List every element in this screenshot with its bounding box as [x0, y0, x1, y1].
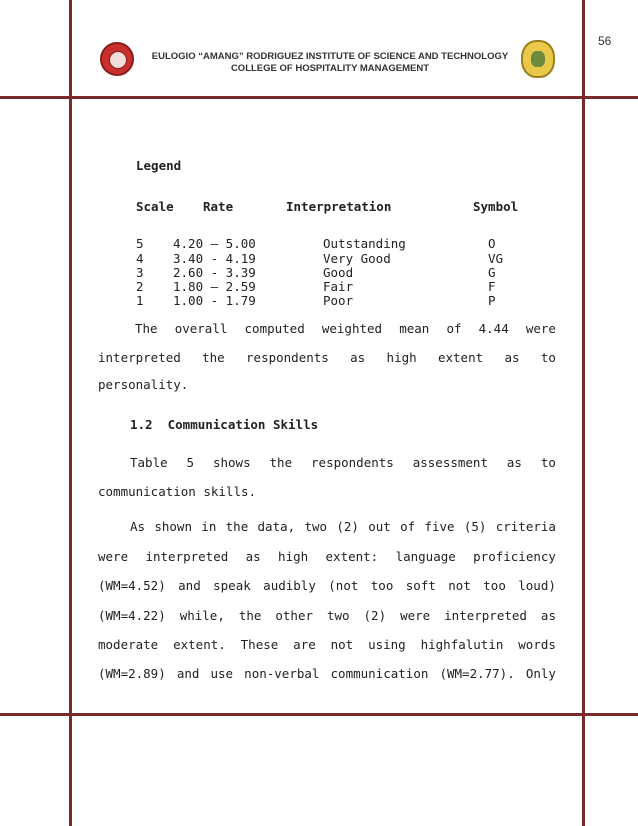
legend-symbol: O — [488, 236, 496, 251]
legend-interpretation: Fair — [323, 279, 354, 294]
word: (2) — [336, 519, 359, 534]
page-number: 56 — [598, 34, 612, 48]
legend-rate: 2.60 - 3.39 — [173, 265, 256, 280]
word: two — [304, 519, 328, 534]
word: Table — [130, 455, 168, 470]
word: extent: — [325, 549, 379, 564]
word: respondents — [246, 350, 329, 365]
word: were — [525, 321, 556, 336]
word: data, — [257, 519, 296, 534]
word: The — [135, 321, 158, 336]
paragraph-line — [98, 350, 556, 365]
paragraph-line — [130, 455, 556, 470]
word: words — [518, 637, 556, 652]
word: speak — [213, 578, 251, 593]
word: (2) — [363, 608, 387, 623]
word: of — [446, 321, 462, 336]
section-heading: 1.2 Communication Skills — [130, 417, 319, 432]
legend-scale: 1 — [136, 293, 144, 308]
word: extent. — [173, 637, 226, 652]
paragraph-line — [98, 608, 556, 623]
legend-interpretation: Outstanding — [323, 236, 406, 251]
legend-interpretation: Poor — [323, 293, 354, 308]
word: extent — [437, 350, 484, 365]
word: two — [326, 608, 350, 623]
word: while, — [179, 608, 225, 623]
top-horizontal-rule — [0, 96, 638, 99]
college-name: COLLEGE OF HOSPITALITY MANAGEMENT — [230, 63, 430, 74]
word: (WM=4.22) — [98, 608, 166, 623]
paragraph-line: personality. — [98, 377, 189, 392]
paragraph-line — [135, 321, 556, 336]
legend-symbol: P — [488, 293, 496, 308]
column-header-rate: Rate — [203, 199, 234, 214]
left-vertical-rule — [69, 0, 72, 826]
word: computed — [244, 321, 305, 336]
word: audibly — [263, 578, 316, 593]
word: shown — [154, 519, 192, 534]
word: too — [370, 578, 394, 593]
column-header-scale: Scale — [136, 199, 174, 214]
word: assessment — [412, 455, 488, 470]
word: and — [176, 666, 200, 681]
word: (not — [328, 578, 359, 593]
legend-rate: 3.40 - 4.19 — [173, 251, 256, 266]
word: 5 — [186, 455, 195, 470]
word: moderate — [98, 637, 159, 652]
column-header-symbol: Symbol — [473, 199, 519, 214]
word: the — [269, 455, 293, 470]
word: high — [386, 350, 417, 365]
word: as — [540, 608, 556, 623]
paragraph-line — [98, 637, 556, 652]
word: interpreted — [98, 350, 181, 365]
legend-rate: 4.20 – 5.00 — [173, 236, 256, 251]
legend-rate: 1.00 - 1.79 — [173, 293, 256, 308]
word: shows — [212, 455, 251, 470]
college-seal-logo — [521, 40, 555, 78]
word: were — [98, 549, 129, 564]
word: the — [225, 519, 249, 534]
paragraph-line: communication skills. — [98, 484, 257, 499]
word: out — [368, 519, 391, 534]
right-vertical-rule — [582, 0, 585, 826]
legend-scale: 5 — [136, 236, 144, 251]
word: loud) — [518, 578, 556, 593]
word: as — [504, 350, 520, 365]
institution-name: EULOGIO “AMANG” RODRIGUEZ INSTITUTE OF SCIENCE AND TECHNOLOGY — [151, 51, 509, 62]
bottom-horizontal-rule — [0, 713, 638, 716]
legend-scale: 2 — [136, 279, 144, 294]
word: 4.44 — [478, 321, 509, 336]
paragraph-line — [98, 549, 556, 564]
paragraph-line — [130, 519, 556, 534]
legend-symbol: F — [488, 279, 496, 294]
word: too — [483, 578, 506, 593]
legend-title: Legend — [136, 158, 182, 173]
word: not — [448, 578, 471, 593]
word: using — [368, 637, 406, 652]
word: (WM=4.52) — [98, 578, 166, 593]
document-header — [130, 51, 530, 75]
word: other — [275, 608, 314, 623]
word: soft — [405, 578, 436, 593]
word: the — [238, 608, 262, 623]
word: weighted — [321, 321, 383, 336]
word: overall — [174, 321, 228, 336]
paragraph-line — [98, 578, 556, 593]
column-header-interpretation: Interpretation — [286, 199, 392, 214]
word: These — [240, 637, 279, 652]
word: use — [210, 666, 234, 681]
word: proficiency — [473, 549, 556, 564]
word: of — [400, 519, 416, 534]
legend-interpretation: Very Good — [323, 251, 391, 266]
word: high — [278, 549, 309, 564]
word: interpreted — [444, 608, 527, 623]
word: language — [395, 549, 456, 564]
word: criteria — [495, 519, 556, 534]
paragraph-line — [98, 666, 556, 681]
word: (WM=2.77). — [439, 666, 515, 681]
word: interpreted — [145, 549, 229, 564]
legend-scale: 3 — [136, 265, 144, 280]
word: in — [201, 519, 217, 534]
legend-symbol: G — [488, 265, 496, 280]
word: five — [424, 519, 455, 534]
word: as — [350, 350, 366, 365]
word: (5) — [463, 519, 487, 534]
legend-interpretation: Good — [323, 265, 354, 280]
word: were — [400, 608, 431, 623]
word: As — [130, 519, 146, 534]
word: (WM=2.89) — [98, 666, 166, 681]
word: and — [178, 578, 201, 593]
word: not — [330, 637, 354, 652]
legend-scale: 4 — [136, 251, 144, 266]
word: respondents — [311, 455, 394, 470]
word: non-verbal — [244, 666, 320, 681]
word: mean — [399, 321, 430, 336]
legend-symbol: VG — [488, 251, 504, 266]
word: Only — [525, 666, 556, 681]
word: to — [540, 455, 556, 470]
word: highfalutin — [420, 637, 504, 652]
word: to — [540, 350, 556, 365]
institute-seal-logo — [100, 42, 134, 76]
word: as — [245, 549, 261, 564]
word: as — [506, 455, 522, 470]
word: are — [293, 637, 316, 652]
legend-rate: 1.80 – 2.59 — [173, 279, 256, 294]
word: communication — [330, 666, 429, 681]
word: the — [202, 350, 225, 365]
